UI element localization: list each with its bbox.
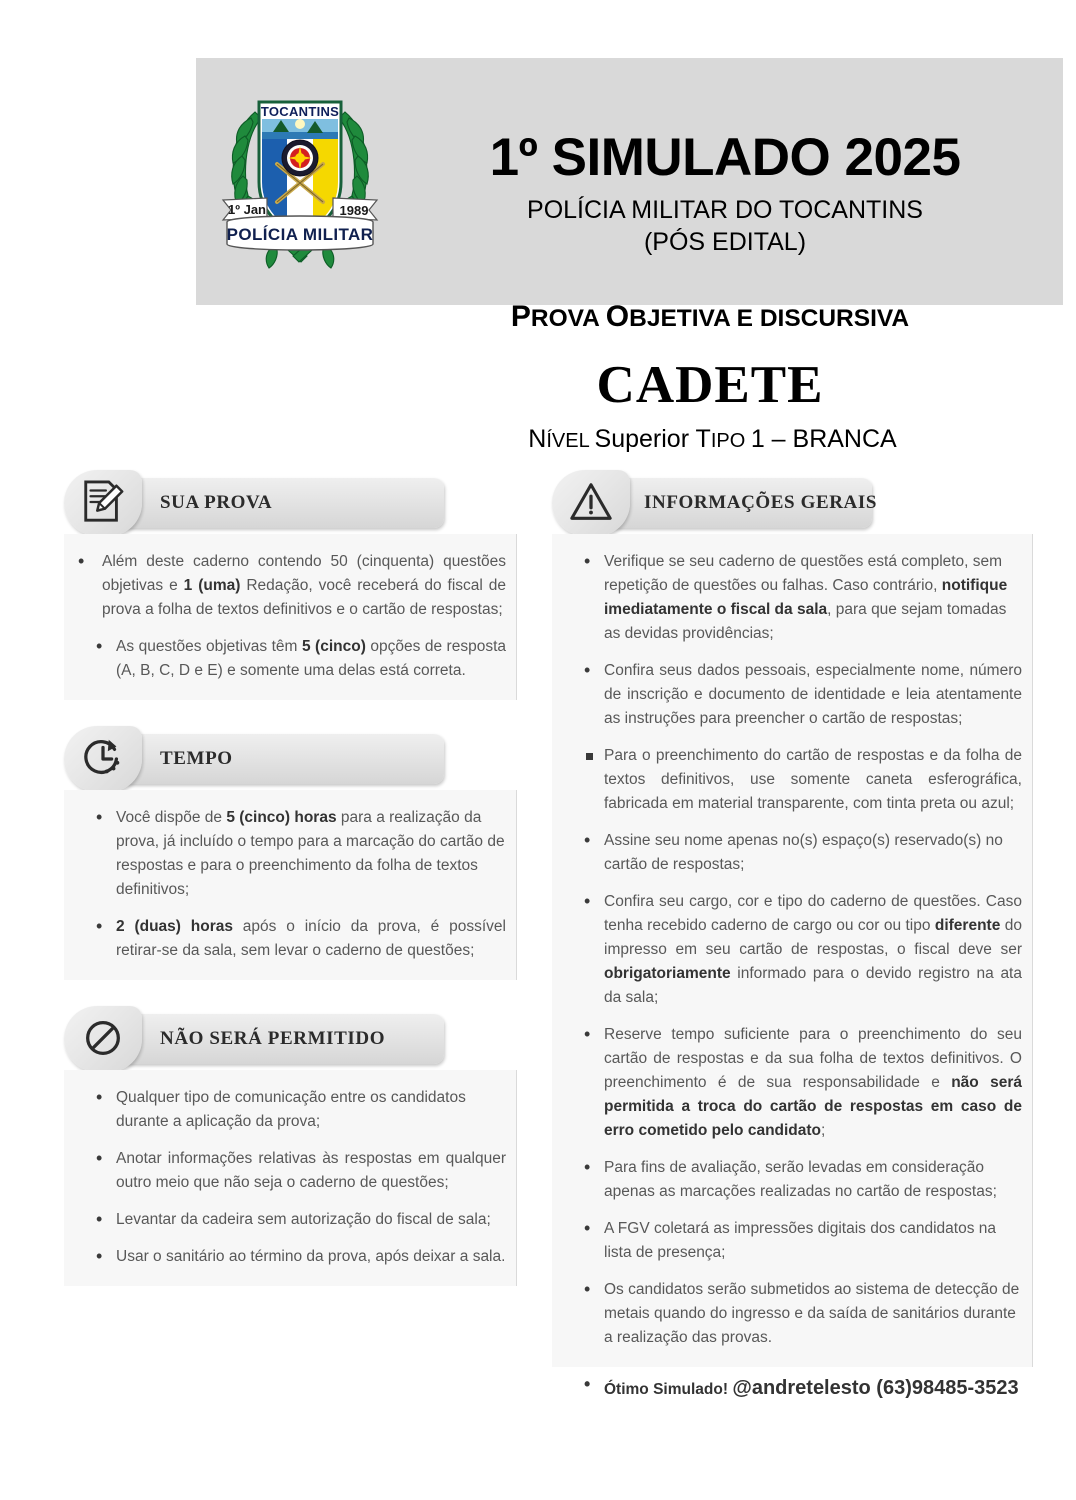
level-ipo: IPO: [710, 430, 751, 452]
section-header-nao-permitido: [64, 1006, 534, 1068]
level-n: N: [528, 425, 547, 453]
list-item: • A FGV coletará as impressões digitais dos candidatos na lista de presença;: [552, 1217, 1022, 1265]
section-header-tempo: [64, 726, 534, 788]
list-item: • Você dispõe de 5 (cinco) horas para a realização da prova, já incluído o tempo para a marcação do cartão de respostas e para o preenchimento da folha de textos definitivos;: [64, 806, 506, 902]
section-informacoes-gerais: [552, 470, 1032, 1400]
exam-type-rest: BJETIVA E DISCURSIVA: [629, 305, 910, 332]
svg-text:TOCANTINS: TOCANTINS: [260, 104, 340, 119]
list-item: • Levantar da cadeira sem autorização do fiscal de sala;: [64, 1208, 506, 1232]
exam-type-o: O: [605, 300, 630, 333]
informacoes-gerais-list: [552, 550, 1022, 1350]
list-item: • Os candidatos serão submetidos ao sistema de detecção de metais quando do ingresso e da saída de sanitários durante a realização das provas.: [552, 1278, 1022, 1350]
page-title: 1º SIMULADO 2025: [489, 128, 961, 187]
exam-type-line: [380, 300, 1040, 334]
warning-triangle-icon: [568, 478, 614, 526]
list-item: • Verifique se seu caderno de questões está completo, sem repetição de questões ou falhas. Caso contrário, notifique imediatamente o fiscal da sala, para que sejam tomadas as devidas providências;: [552, 550, 1022, 646]
section-body-tempo: [64, 790, 517, 980]
svg-text:1º Jan: 1º Jan: [228, 202, 266, 217]
section-body-informacoes-gerais: [552, 534, 1033, 1367]
level-rest: 1 – BRANCA: [750, 425, 897, 453]
section-header-sua-prova: [64, 470, 534, 532]
list-item: • Usar o sanitário ao término da prova, após deixar a sala.: [64, 1245, 506, 1269]
document-pencil-icon: [80, 478, 126, 526]
list-item: • As questões objetivas têm 5 (cinco) opções de resposta (A, B, C, D e E) e somente uma delas está correta.: [64, 635, 506, 683]
level-superior: Superior: [594, 425, 696, 453]
pill-bar: [106, 734, 444, 784]
sua-prova-list: [64, 550, 506, 683]
section-body-sua-prova: [64, 534, 517, 700]
section-nao-permitido: [64, 1006, 534, 1286]
list-item: • 2 (duas) horas após o início da prova, é possível retirar-se da sala, sem levar o caderno de questões;: [64, 915, 506, 963]
list-item: • Confira seus dados pessoais, especialmente nome, número de inscrição e documento de identidade e leia atentamente as instruções para preencher o cartão de respostas;: [552, 659, 1022, 731]
section-title: INFORMAÇÕES GERAIS: [644, 492, 878, 513]
right-column: [552, 470, 1032, 1400]
closing-contact-line: • Ótimo Simulado! @andretelesto (63)98485-3523: [552, 1377, 1032, 1400]
pill-bar: [106, 478, 444, 528]
section-header-informacoes-gerais: [552, 470, 1032, 532]
list-item: • Além deste caderno contendo 50 (cinquenta) questões objetivas e 1 (uma) Redação, você receberá do fiscal de prova a folha de textos definitivos e o cartão de respostas;: [64, 550, 506, 622]
org-name: POLÍCIA MILITAR DO TOCANTINS: [527, 195, 923, 224]
clock-arrow-icon: [80, 734, 126, 782]
section-title: TEMPO: [160, 748, 233, 770]
role-title: CADETE: [596, 356, 824, 414]
list-item: Para o preenchimento do cartão de respostas e da folha de textos definitivos, use somente caneta esferográfica, fabricada em material transparente, com tinta preta ou azul;: [552, 744, 1022, 816]
level-t: T: [695, 425, 711, 453]
tocantins-military-police-crest: [215, 72, 385, 272]
tempo-list: [64, 806, 506, 963]
svg-text:1989: 1989: [339, 203, 369, 218]
list-item: • Assine seu nome apenas no(s) espaço(s) reservado(s) no cartão de respostas;: [552, 829, 1022, 877]
section-sua-prova: [64, 470, 534, 700]
left-column: [64, 470, 534, 1286]
level-line: [380, 425, 1045, 454]
section-tempo: [64, 726, 534, 980]
list-item: • Confira seu cargo, cor e tipo do caderno de questões. Caso tenha recebido caderno de cargo ou cor ou tipo diferente do impresso em seu cartão de respostas, o fiscal deve ser obrigatoriamente informado para o devido registro na ata da sala;: [552, 890, 1022, 1010]
svg-text:POLÍCIA MILITAR: POLÍCIA MILITAR: [226, 225, 374, 244]
list-item: • Qualquer tipo de comunicação entre os candidatos durante a aplicação da prova;: [64, 1086, 506, 1134]
section-title: SUA PROVA: [160, 492, 273, 513]
exam-type-rova: ROVA: [530, 305, 606, 332]
list-item: • Reserve tempo suficiente para o preenchimento do seu cartão de respostas e da sua folha de textos definitivos. O preenchimento é de sua responsabilidade e não será permitida a troca do cartão de respostas em caso de erro cometido pelo candidato;: [552, 1023, 1022, 1143]
nao-permitido-list: [64, 1086, 506, 1269]
list-item: • Para fins de avaliação, serão levadas em consideração apenas as marcações realizadas no cartão de respostas;: [552, 1156, 1022, 1204]
prohibition-icon: [80, 1014, 126, 1062]
edital-stage: (PÓS EDITAL): [643, 227, 807, 256]
exam-type-p: P: [510, 300, 531, 333]
section-body-nao-permitido: [64, 1070, 517, 1286]
list-item: • Anotar informações relativas às respostas em qualquer outro meio que não seja o caderno de questões;: [64, 1147, 506, 1195]
level-ivel: ÍVEL: [546, 430, 595, 452]
title-block: [400, 130, 1050, 258]
section-title: NÃO SERÁ PERMITIDO: [160, 1028, 386, 1050]
